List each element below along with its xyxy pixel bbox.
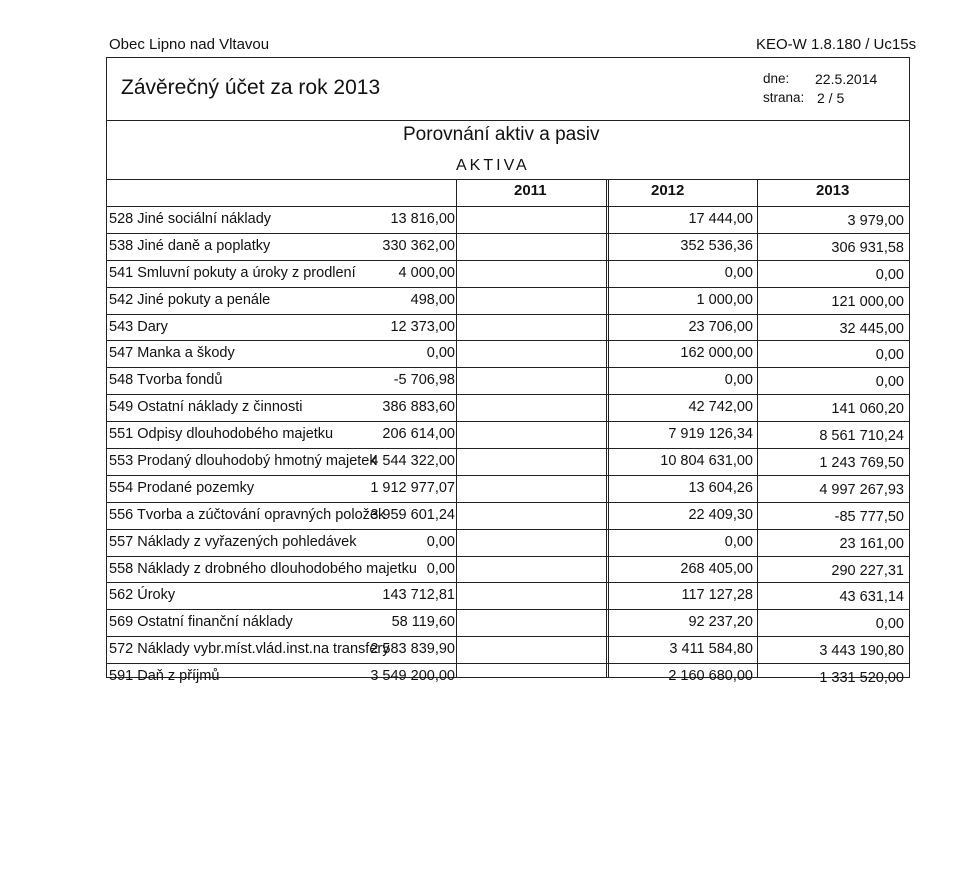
value-2012: 7 919 126,34: [668, 426, 753, 443]
value-2012: 0,00: [724, 533, 753, 550]
report-title: Závěrečný účet za rok 2013: [121, 76, 381, 99]
section-subtitle: Porovnání aktiv a pasiv: [403, 124, 600, 145]
account-label: 541 Smluvní pokuty a úroky z prodlení: [109, 264, 356, 281]
title-block: [107, 58, 909, 121]
table-row: [107, 529, 909, 556]
value-2012: 117 127,28: [681, 587, 753, 604]
value-2013: 0,00: [875, 374, 904, 391]
table-row: [107, 367, 909, 394]
value-2012: 352 536,36: [680, 237, 753, 254]
account-label: 572 Náklady vybr.míst.vlád.inst.na transfery: [109, 641, 390, 658]
value-2013: 3 979,00: [847, 213, 904, 229]
value-2012: 92 237,20: [688, 614, 753, 631]
table-row: [107, 314, 909, 341]
table-row: [107, 502, 909, 529]
value-2012: 13 604,26: [688, 479, 753, 496]
value-2011: 206 614,00: [382, 426, 455, 443]
value-2011: 0,00: [426, 533, 455, 550]
value-2011: 143 712,81: [382, 587, 455, 604]
value-2013: 0,00: [875, 616, 904, 633]
value-2012: 268 405,00: [680, 560, 753, 577]
date-label: dne:: [763, 71, 790, 86]
table-body: [107, 206, 909, 690]
value-2011: 1 912 977,07: [370, 479, 455, 496]
account-label: 554 Prodané pozemky: [109, 479, 255, 496]
column-header-2011: 2011: [514, 182, 547, 199]
column-header-2013: 2013: [816, 182, 850, 199]
value-2013: 32 445,00: [839, 320, 904, 337]
value-2013: 23 161,00: [839, 535, 904, 552]
value-2011: 4 000,00: [398, 264, 455, 281]
value-2012: 42 742,00: [688, 399, 753, 416]
value-2012: 2 160 680,00: [668, 668, 753, 685]
value-2011: -5 706,98: [393, 372, 455, 389]
table-row: [107, 663, 909, 690]
value-2013: 43 631,14: [839, 589, 904, 606]
table-top-border: [107, 179, 909, 180]
account-label: 569 Ostatní finanční náklady: [109, 614, 293, 631]
value-2013: 141 060,20: [831, 401, 904, 418]
account-label: 542 Jiné pokuty a penále: [109, 291, 271, 308]
value-2011: 3 959 601,24: [370, 506, 455, 523]
software-version: KEO-W 1.8.180 / Uc15s: [756, 36, 917, 53]
value-2011: 12 373,00: [390, 318, 455, 335]
value-2013: 3 443 190,80: [819, 643, 904, 660]
section-heading: AKTIVA: [456, 157, 530, 174]
value-2011: 2 583 839,90: [370, 641, 455, 658]
account-label: 549 Ostatní náklady z činnosti: [109, 399, 303, 416]
value-2012: 1 000,00: [696, 291, 753, 308]
value-2013: 1 331 520,00: [819, 670, 904, 687]
account-label: 548 Tvorba fondů: [109, 372, 223, 389]
value-2011: 498,00: [410, 291, 455, 308]
value-2011: 0,00: [426, 560, 455, 577]
value-2012: 0,00: [724, 372, 753, 389]
table-row: [107, 394, 909, 421]
table-row: [107, 260, 909, 287]
report-frame: [106, 57, 910, 687]
value-2013: -85 777,50: [834, 508, 904, 525]
value-2011: 386 883,60: [382, 399, 455, 416]
value-2012: 23 706,00: [688, 318, 753, 335]
value-2011: 4 544 322,00: [370, 453, 455, 470]
value-2013: 0,00: [875, 347, 904, 364]
table-row: [107, 233, 909, 260]
table-row: [107, 636, 909, 663]
value-2011: 330 362,00: [382, 237, 455, 254]
table-row: [107, 609, 909, 636]
page-number: 2 / 5: [817, 90, 845, 106]
value-2011: 3 549 200,00: [370, 668, 455, 685]
value-2013: 4 997 267,93: [819, 481, 904, 498]
account-label: 553 Prodaný dlouhodobý hmotný majetek: [109, 453, 377, 470]
account-label: 547 Manka a škody: [109, 345, 235, 362]
value-2011: 0,00: [426, 345, 455, 362]
table-row: [107, 287, 909, 314]
value-2013: 8 561 710,24: [819, 428, 904, 445]
value-2013: 121 000,00: [831, 293, 904, 310]
account-label: 551 Odpisy dlouhodobého majetku: [109, 426, 334, 443]
value-2011: 13 816,00: [390, 211, 455, 227]
value-2012: 22 409,30: [688, 506, 753, 523]
value-2013: 1 243 769,50: [819, 455, 904, 472]
account-label: 538 Jiné daně a poplatky: [109, 237, 271, 254]
account-label: 562 Úroky: [109, 587, 176, 604]
value-2012: 0,00: [724, 264, 753, 281]
value-2012: 162 000,00: [680, 345, 753, 362]
table-row: [107, 340, 909, 367]
value-2013: 290 227,31: [831, 562, 904, 579]
table-row: [107, 421, 909, 448]
value-2012: 3 411 584,80: [669, 641, 753, 658]
table-row: [107, 582, 909, 609]
page-label: strana:: [763, 90, 805, 105]
value-2012: 17 444,00: [688, 211, 753, 227]
date-value: 22.5.2014: [815, 71, 878, 87]
column-header-2012: 2012: [651, 182, 685, 199]
value-2013: 0,00: [875, 266, 904, 283]
table-row: [107, 206, 909, 233]
value-2013: 306 931,58: [831, 239, 904, 256]
table-row: [107, 475, 909, 502]
account-label: 528 Jiné sociální náklady: [109, 211, 272, 227]
account-label: 543 Dary: [109, 318, 168, 335]
table-row: [107, 556, 909, 583]
account-label: 558 Náklady z drobného dlouhodobého majetku: [109, 560, 417, 577]
account-label: 591 Daň z příjmů: [109, 668, 220, 685]
organization-name: Obec Lipno nad Vltavou: [109, 36, 270, 53]
value-2011: 58 119,60: [391, 614, 455, 631]
account-label: 557 Náklady z vyřazených pohledávek: [109, 533, 357, 550]
table-row: [107, 448, 909, 475]
value-2012: 10 804 631,00: [660, 453, 753, 470]
account-label: 556 Tvorba a zúčtování opravných položek: [109, 506, 386, 523]
